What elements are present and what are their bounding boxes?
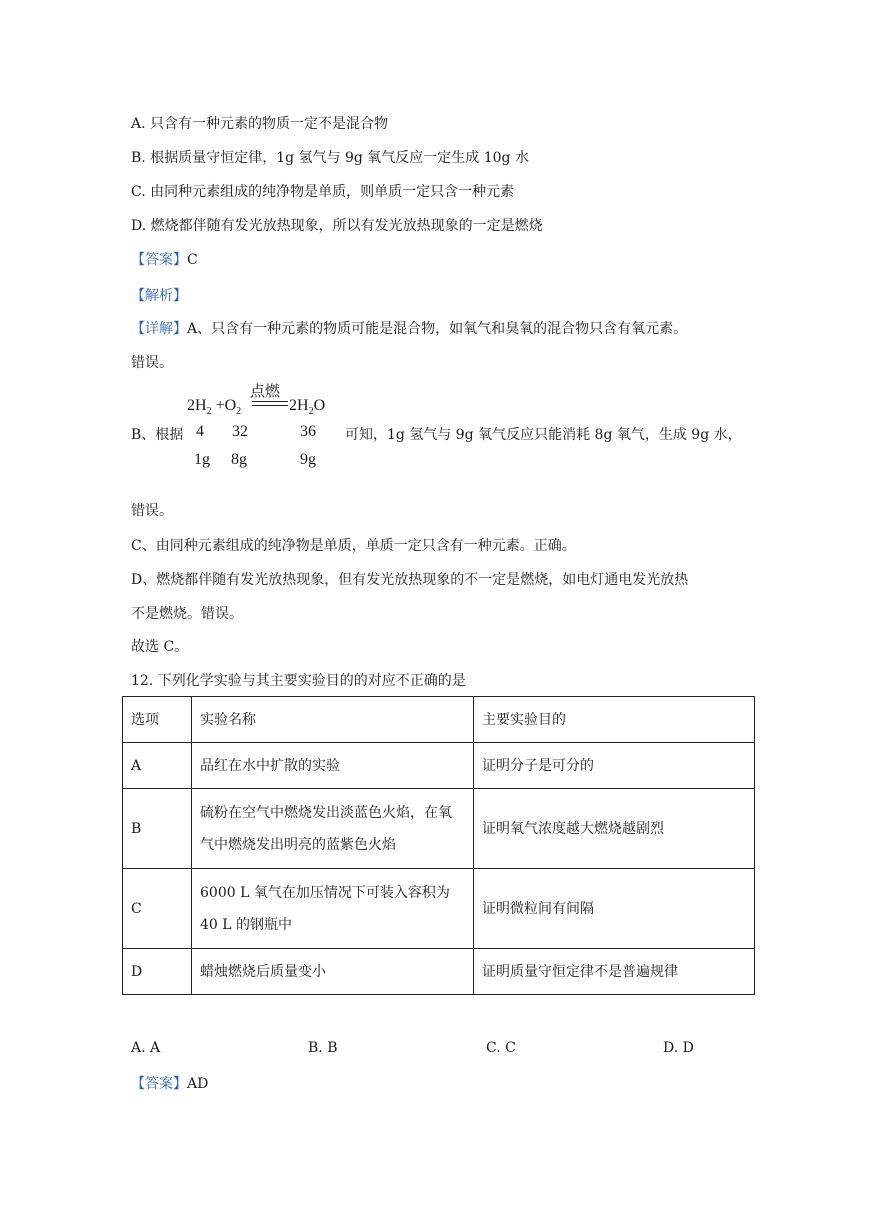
table-cell: 证明氧气浓度越大燃烧越剧烈: [474, 789, 755, 869]
given-h2: 1g: [194, 451, 210, 468]
table-header: 主要实验目的: [474, 697, 755, 743]
question-stem: 12. 下列化学实验与其主要实验目的的对应不正确的是: [131, 673, 466, 689]
table-cell: B: [123, 789, 192, 869]
detail-d-cont: 不是燃烧。错误。: [131, 606, 243, 622]
option-a: A. 只含有一种元素的物质一定不是混合物: [131, 116, 389, 132]
table-cell: 品红在水中扩散的实验: [192, 743, 474, 789]
q12-option-c: C. C: [486, 1040, 516, 1056]
table-row: [123, 949, 755, 995]
detail-c: C、由同种元素组成的纯净物是单质，单质一定只含有一种元素。正确。: [131, 538, 576, 554]
table-cell: A: [123, 743, 192, 789]
given-h2o: 9g: [300, 451, 316, 468]
option-b: B. 根据质量守恒定律，1g 氢气与 9g 氧气反应一定生成 10g 水: [131, 150, 529, 166]
detail-b-suffix: 可知，1g 氢气与 9g 氧气反应只能消耗 8g 氧气，生成 9g 水，: [345, 427, 742, 443]
table-cell: 硫粉在空气中燃烧发出淡蓝色火焰，在氧气中燃烧发出明亮的蓝紫色火焰: [192, 789, 474, 869]
table-cell: 证明分子是可分的: [474, 743, 755, 789]
table-row: [123, 789, 755, 869]
detail-a-text: A、只含有一种元素的物质可能是混合物，如氧气和臭氧的混合物只含有氧元素。: [187, 321, 688, 337]
option-d: D. 燃烧都伴随有发光放热现象，所以有发光放热现象的一定是燃烧: [131, 218, 543, 234]
answer-value: C: [187, 252, 198, 268]
reaction-condition: 点燃: [250, 384, 281, 400]
table-row: [123, 869, 755, 949]
equals-sign: [252, 401, 288, 406]
q12-option-d: D. D: [663, 1040, 694, 1056]
detail-a: [131, 318, 687, 338]
table-header-row: [123, 697, 755, 743]
table-cell: 证明质量守恒定律不是普遍规律: [474, 949, 755, 995]
answer-line: [131, 249, 198, 269]
detail-d: D、燃烧都伴随有发光放热现象，但有发光放热现象的不一定是燃烧，如电灯通电发光放热: [131, 572, 689, 588]
answer-tag: 【答案】: [131, 252, 187, 268]
q12-option-b: B. B: [308, 1040, 338, 1056]
table-cell: 6000 L 氧气在加压情况下可装入容积为 40 L 的钢瓶中: [192, 869, 474, 949]
detail-b-prefix: B、根据: [131, 427, 184, 443]
q12-option-a: A. A: [131, 1040, 161, 1056]
given-o2: 8g: [231, 451, 247, 468]
option-c: C. 由同种元素组成的纯净物是单质，则单质一定只含一种元素: [131, 184, 515, 200]
detail-b-cont: 错误。: [131, 503, 173, 519]
analysis-tag-label: 【解析】: [131, 288, 187, 304]
q12-answer-tag: 【答案】: [131, 1076, 187, 1092]
mass-o2: 32: [232, 423, 248, 440]
detail-a-cont: 错误。: [131, 355, 173, 371]
q12-answer-value: AD: [187, 1076, 209, 1092]
experiment-table: [122, 696, 755, 995]
detail-tag: 【详解】: [131, 321, 187, 337]
table-cell: D: [123, 949, 192, 995]
table-header: 实验名称: [192, 697, 474, 743]
analysis-tag: [131, 285, 187, 305]
mass-h2o: 36: [300, 423, 316, 440]
mass-h2: 4: [196, 423, 204, 440]
table-cell: 证明微粒间有间隔: [474, 869, 755, 949]
table-row: [123, 743, 755, 789]
conclusion: 故选 C。: [131, 639, 189, 655]
chemical-equation: $2H_2 +O_2$: [187, 397, 242, 418]
table-cell: C: [123, 869, 192, 949]
table-header: 选项: [123, 697, 192, 743]
q12-answer-line: [131, 1073, 208, 1093]
equation-product: $2H_2O$: [289, 397, 326, 418]
table-cell: 蜡烛燃烧后质量变小: [192, 949, 474, 995]
